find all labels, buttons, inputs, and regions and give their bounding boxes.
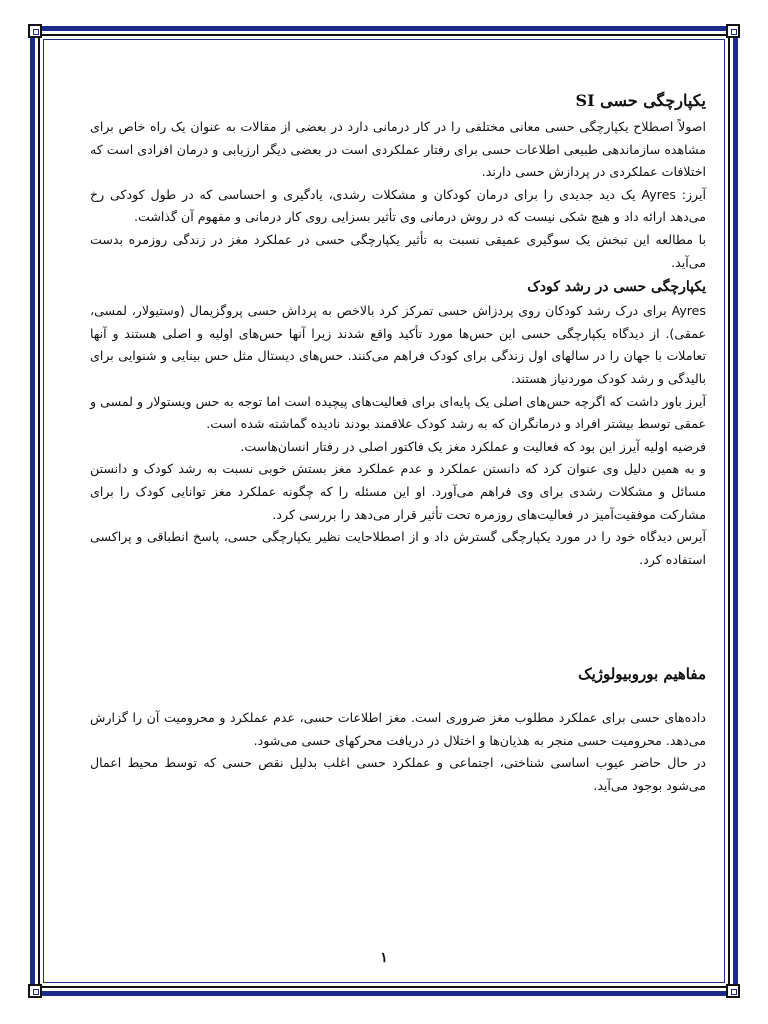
section2-paragraph: Ayres برای درک رشد کودکان روی پردزاش حسی تمرکز کرد بالاخص به پرداش حسی پروگزیمال (وستیولار، لمسی، عمقی). از دیدگاه یکپارچگی حسی این حس‌ها مورد تأکید واقع شدند زیرا آنها حس‌های اولیه و اصلی هستند و آنها تعاملات با جهان را در سالهای اول زندگی برای کودک فراهم می‌کنند. حس‌های دیستال مثل حس بینایی و شنوایی برای بالیدگی و رشد کودک موردنیاز هستند. <box>90 303 706 386</box>
corner-ornament-bottom-left <box>28 984 42 998</box>
section3 <box>90 707 706 797</box>
corner-ornament-bottom-right <box>726 984 740 998</box>
section3-paragraph: در حال حاضر عیوب اساسی شناختی، اجتماعی و عملکرد حسی اغلب بدلیل نقص حسی که توسط محیط اعمال می‌شود بوجود می‌آید. <box>90 755 706 794</box>
section-spacer <box>90 571 706 661</box>
page-number: ۱ <box>380 950 388 966</box>
section2-paragraph: فرضیه اولیه آیرز این بود که فعالیت و عملکرد مغز یک فاکتور اصلی در رفتار انسان‌هاست. <box>240 438 706 454</box>
section-spacer <box>90 687 706 707</box>
section1 <box>90 116 706 274</box>
section1-paragraph: با مطالعه این تبخش یک سوگیری عمیقی نسبت به تأثیر یکپارچگی حسی در عملکرد مغز در زندگی روزمره بدست می‌آید. <box>90 231 706 270</box>
section2-paragraph: آیرز باور داشت که اگرچه حس‌های اصلی یک پایه‌ای برای فعالیت‌های پیچیده است اما توجه به حس ویستولار و لمسی و عمقی توسط بیشتر افراد و درمانگران که به رشد کودک علاقمند بودند نادیده گماشته شده است. <box>90 393 706 432</box>
section3-paragraph: داده‌های حسی برای عملکرد مطلوب مغز ضروری است. مغز اطلاعات حسی، عدم عملکرد و محرومیت آن را گزارش می‌دهد. محرومیت حسی منجر به هذیان‌ها و اختلال در دریافت محرکهای حسی می‌شود. <box>90 710 706 748</box>
document-title: یکپارچگی حسی SI <box>575 91 706 110</box>
corner-ornament-top-right <box>726 24 740 38</box>
section2 <box>90 300 706 571</box>
section3-heading: مفاهیم بوروبیولوژیک <box>578 665 706 684</box>
section1-paragraph: آیرز: Ayres یک دید جدیدی را برای درمان کودکان و مشکلات رشدی، یادگیری و احساسی که در طول کودکی رخ می‌دهد ارائه داد و هیچ شکی نیست که در روش درمانی وی تأثیر بسزایی روی کار درمانی و مفهوم آن گذاشت. <box>90 186 706 225</box>
document-body <box>90 86 706 798</box>
section2-paragraph: آیرس دیدگاه خود را در مورد یکپارچگی گسترش داد و از اصطلاحایت نظیر یکپارچگی حسی، پاسخ انطباقی و پراکسی استفاده کرد. <box>90 529 706 567</box>
corner-ornament-top-left <box>28 24 42 38</box>
section2-heading: یکپارچگی حسی در رشد کودک <box>527 279 706 296</box>
section2-paragraph: و به همین دلیل وی عنوان کرد که دانستن عملکرد و عدم عملکرد مغز بستش خوبی نسبت به رشد کودک و دانستن مسائل و مشکلات رشدی برای وی فراهم می‌آورد. او این مسئله را که چگونه عملکرد مغز توانایی کودک را برای مشارکت موفقیت‌آمیز در فعالیت‌های روزمره تحت تأثیر قرار می‌دهد را بررسی کرد. <box>90 461 706 522</box>
section1-paragraph: اصولاً اصطلاح یکپارچگی حسی معانی مختلفی را در کار درمانی دارد در بعضی از مقالات به عنوان یک راه خاص برای مشاهده سازماندهی طبیعی اطلاعات حسی برای رفتار عملکردی است در بعضی دیگر ارزیابی و درمان افرادی است که اختلافات عملکردی در پردازش حسی دارند. <box>90 119 706 180</box>
